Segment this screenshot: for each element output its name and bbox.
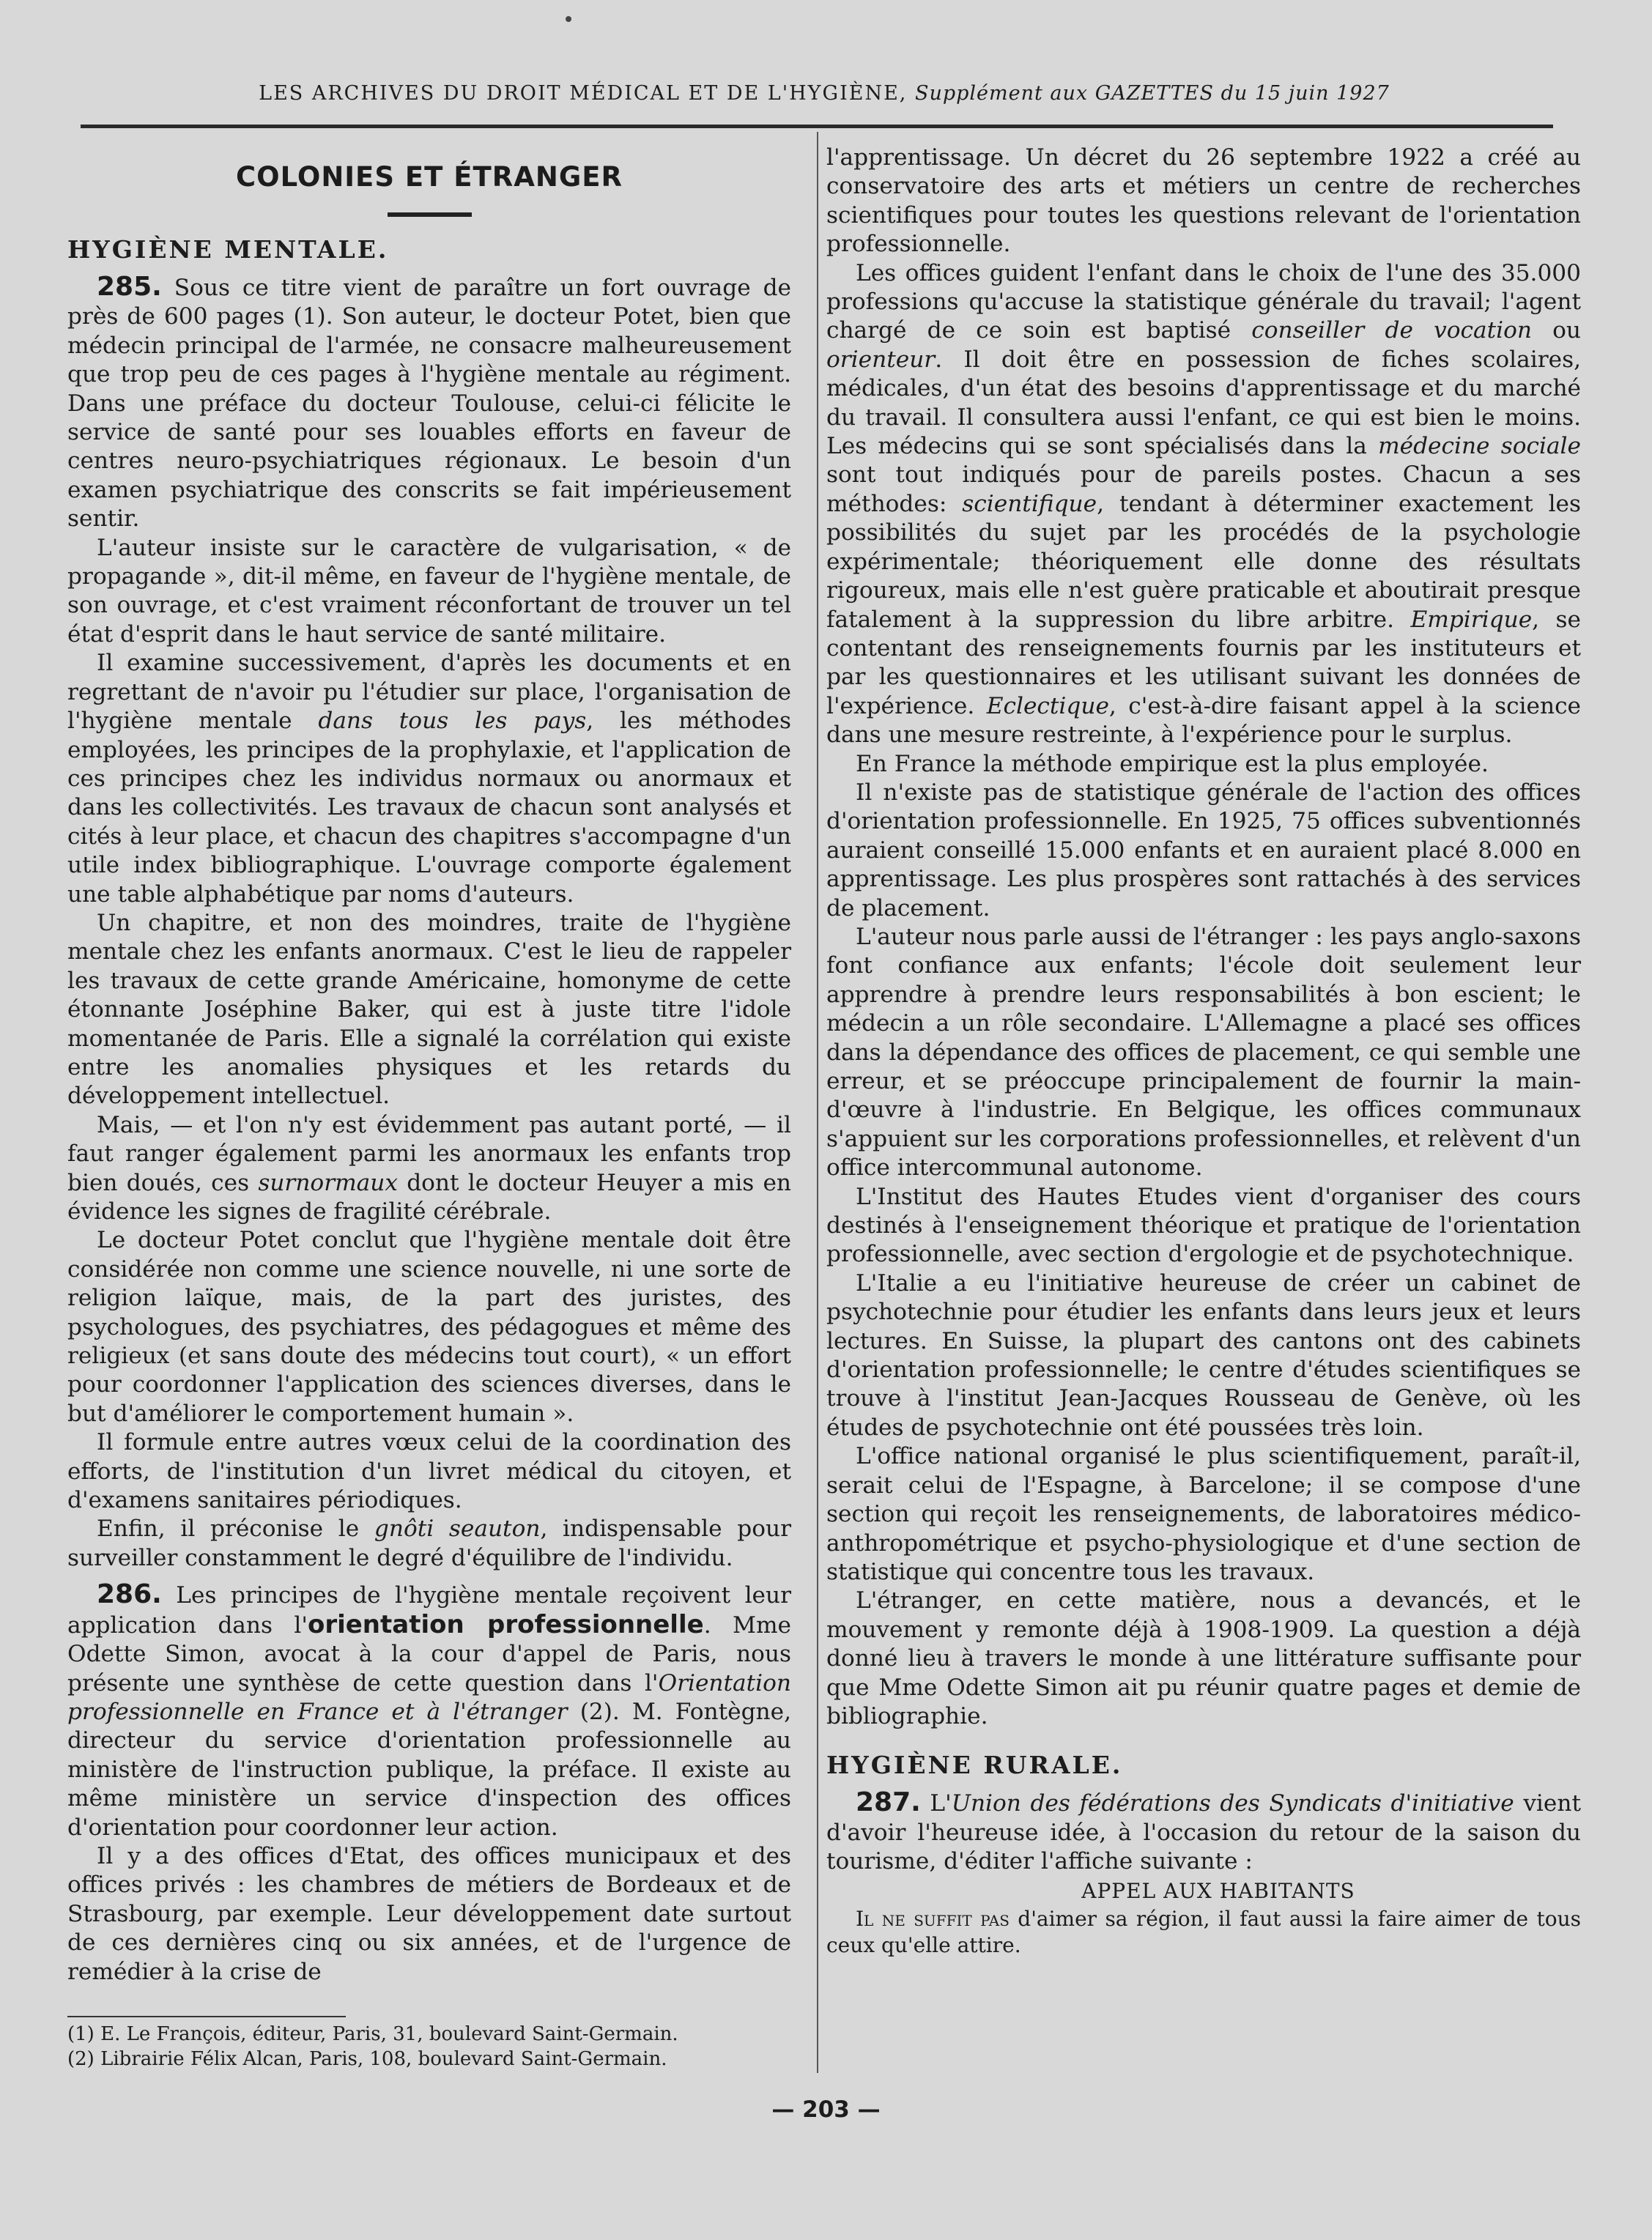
subheading-hygiene-rurale: HYGIÈNE RURALE. <box>826 1751 1123 1780</box>
article-285-p1-text: Sous ce titre vient de paraître un fort ouvrage de près de 600 pages (1). Son auteur, le docteur Potet, bien que médecin principal de l'armée, ne consacre malheureusement que trop peu de ces pages à l'hygiène mentale au régiment. Dans une préface du docteur Toulouse, celui-ci félicite le service de santé pour ses louables efforts en faveur de centres neuro-psychiatriques régionaux. Le besoin d'un examen psychiatrique des conscrits se fait impérieusement sentir. <box>67 275 791 533</box>
right-p2: Les offices guident l'enfant dans le choix de l'une des 35.000 professions qu'accuse la statistique générale du travail; l'agent chargé de ce soin est baptisé conseiller de vocation ou orienteur. Il doit être en possession de fiches scolaires, médicales, d'un état des besoins d'apprentissage et du marché du travail. Il consultera aussi l'enfant, ce qui est bien le moins. Les médecins qui se sont spécialisés dans la médecine sociale sont tout indiqués pour de pareils postes. Chacun a ses méthodes: scientifique, tendant à déterminer exactement les possibilités du sujet par les procédés de la psychologie expérimentale; théoriquement elle donne des résultats rigoureux, mais elle n'est guère praticable et aboutirait presque fatalement à la suppression du libre arbitre. Empirique, se contentant des renseignements fournis par les instituteurs et par les questionnaires et les utilisant suivant les données de l'expérience. Eclectique, c'est-à-dire faisant appel à la science dans une mesure restreinte, à l'expérience pour le surplus. <box>826 259 1582 749</box>
right-p3: En France la méthode empirique est la plus employée. <box>856 750 1489 777</box>
print-speck <box>566 16 571 22</box>
footnotes <box>67 2022 791 2072</box>
article-287-last: Il ne suffit pas d'aimer sa région, il faut aussi la faire aimer de tous ceux qu'elle attire. <box>826 1906 1581 1957</box>
right-column <box>826 144 1581 1959</box>
footnote-2: (2) Librairie Félix Alcan, Paris, 108, boulevard Saint-Germain. <box>67 2048 667 2070</box>
right-p9: L'étranger, en cette matière, nous a devancés, et le mouvement y remonte déjà à 1908-1909. La question a déjà donné lieu à travers le monde à une littérature suffisante pour que Mme Odette Simon ait pu réunir quatre pages et demie de bibliographie. <box>826 1587 1581 1729</box>
left-column <box>67 144 791 1987</box>
article-285-p1 <box>67 272 791 534</box>
article-286-p2: Il y a des offices d'Etat, des offices municipaux et des offices privés : les chambres de métiers de Bordeaux et de Strasbourg, par exemple. Leur développement date surtout de ces dernières cinq ou six années, et de l'urgence de remédier à la crise de <box>67 1842 791 1985</box>
article-286-number: 286. <box>97 1579 162 1610</box>
article-285-number: 285. <box>97 272 162 302</box>
header-rule <box>81 125 1553 128</box>
footnote-rule <box>67 2016 346 2017</box>
article-285-p6: Le docteur Potet conclut que l'hygiène mentale doit être considérée non comme une science nouvelle, ni une sorte de religion laïque, mais, de la part des juristes, des psychologues, des psychiatres, des pédagogues et même des religieux (et sans doute des médecins tout court), « un effort pour coordonner l'application des sciences diverses, dans le but d'améliorer le comportement humain ». <box>67 1227 791 1427</box>
page-number: — 203 — <box>771 2096 881 2123</box>
right-p6: L'Institut des Hautes Etudes vient d'organiser des cours destinés à l'enseignement théorique et pratique de l'orientation professionnelle, avec section d'ergologie et de psychotechnique. <box>826 1183 1581 1268</box>
article-286-p1: 286. Les principes de l'hygiène mentale reçoivent leur application dans l'orientation professionnelle. Mme Odette Simon, avocat à la cour d'appel de Paris, nous présente une synthèse de cette question dans l'Orientation professionnelle en France et à l'étranger (2). M. Fontègne, directeur du service d'orientation professionnelle au ministère de l'instruction publique, la préface. Il existe au même ministère un service d'inspection des offices d'orientation pour coordonner leur action. <box>67 1579 792 1841</box>
right-p7: L'Italie a eu l'initiative heureuse de créer un cabinet de psychotechnie pour étudier les enfants dans leurs jeux et leurs lectures. En Suisse, la plupart des cantons ont des cabinets d'orientation professionnelle; le centre d'études scientifiques se trouve à l'institut Jean-Jacques Rousseau de Genève, où les études de psychotechnie ont été poussées très loin. <box>826 1269 1581 1441</box>
header-suffix: Supplément aux GAZETTES du 15 juin 1927 <box>914 82 1390 105</box>
article-285-p5: Mais, — et l'on n'y est évidemment pas autant porté, — il faut ranger également parmi les anormaux les enfants trop bien doués, ces surnormaux dont le docteur Heuyer a mis en évidence les signes de fragilité cérébrale. <box>67 1111 791 1225</box>
running-header <box>110 82 1538 105</box>
article-287-p1: 287. L'Union des fédérations des Syndicats d'initiative vient d'avoir l'heureuse idée, à l'occasion du retour de la saison du tourisme, d'éditer l'affiche suivante : <box>826 1787 1581 1875</box>
section-title: COLONIES ET ÉTRANGER <box>236 161 623 193</box>
right-p1: l'apprentissage. Un décret du 26 septembre 1922 a créé au conservatoire des arts et métiers un centre de recherches scientifiques pour toutes les questions relevant de l'orientation professionnelle. <box>826 144 1581 258</box>
article-285-p7: Il formule entre autres vœux celui de la coordination des efforts, de l'institution d'un livret médical du citoyen, et d'examens sanitaires périodiques. <box>67 1429 791 1514</box>
title-rule <box>388 212 472 217</box>
subheading-hygiene-mentale: HYGIÈNE MENTALE. <box>67 235 389 264</box>
article-285-p8: Enfin, il préconise le gnôti seauton, indispensable pour surveiller constamment le degré d'équilibre de l'individu. <box>67 1516 791 1571</box>
appel-aux-habitants: APPEL AUX HABITANTS <box>1081 1878 1355 1903</box>
article-285-p3: Il examine successivement, d'après les documents et en regrettant de n'avoir pu l'étudier sur place, l'organisation de l'hygiène mentale dans tous les pays, les méthodes employées, les principes de la prophylaxie, et l'application de ces principes chez les individus normaux ou anormaux et dans les collectivités. Les travaux de chacun sont analysés et cités à leur place, et chacun des chapitres s'accompagne d'un utile index bibliographique. L'ouvrage comporte également une table alphabétique par noms d'auteurs. <box>67 650 791 908</box>
article-285-p4: Un chapitre, et non des moindres, traite de l'hygiène mentale chez les enfants anormaux. C'est le lieu de rappeler les travaux de cette grande Américaine, homonyme de cette étonnante Joséphine Baker, qui est à juste titre l'idole momentanée de Paris. Elle a signalé la corrélation qui existe entre les anomalies physiques et les retards du développement intellectuel. <box>67 909 791 1110</box>
article-287-number: 287. <box>856 1787 921 1818</box>
footnote-1: (1) E. Le François, éditeur, Paris, 31, boulevard Saint-Germain. <box>67 2023 678 2045</box>
article-285-p2: L'auteur insiste sur le caractère de vulgarisation, « de propagande », dit-il même, en faveur de l'hygiène mentale, de son ouvrage, et c'est vraiment réconfortant de trouver un tel état d'esprit dans le haut service de santé militaire. <box>67 534 791 648</box>
right-p4: Il n'existe pas de statistique générale de l'action des offices d'orientation professionnelle. En 1925, 75 offices subventionnés auraient conseillé 15.000 enfants et en auraient placé 8.000 en apprentissage. Les plus prospères sont rattachés à des services de placement. <box>826 779 1581 921</box>
right-p5: L'auteur nous parle aussi de l'étranger : les pays anglo-saxons font confiance aux enfants; l'école doit seulement leur apprendre à prendre leurs responsabilités à bon escient; le médecin a un rôle secondaire. L'Allemagne a placé ses offices dans la dépendance des offices de placement, ce qui semble une erreur, et se préoccupe principalement de fournir la main-d'œuvre à l'industrie. En Belgique, les offices communaux s'appuient sur les corporations professionnelles, et relèvent d'un office intercommunal autonome. <box>826 923 1581 1182</box>
header-prefix: LES ARCHIVES DU DROIT MÉDICAL ET DE L'HYGIÈNE, <box>259 82 908 105</box>
right-p8: L'office national organisé le plus scientifiquement, paraît-il, serait celui de l'Espagne, à Barcelone; il se compose d'une section qui reçoit les renseignements, de laboratoires médico-anthropométrique et psycho-physiologique et d'une section de statistique qui concentre tous les travaux. <box>826 1443 1581 1585</box>
column-separator <box>817 132 818 2073</box>
